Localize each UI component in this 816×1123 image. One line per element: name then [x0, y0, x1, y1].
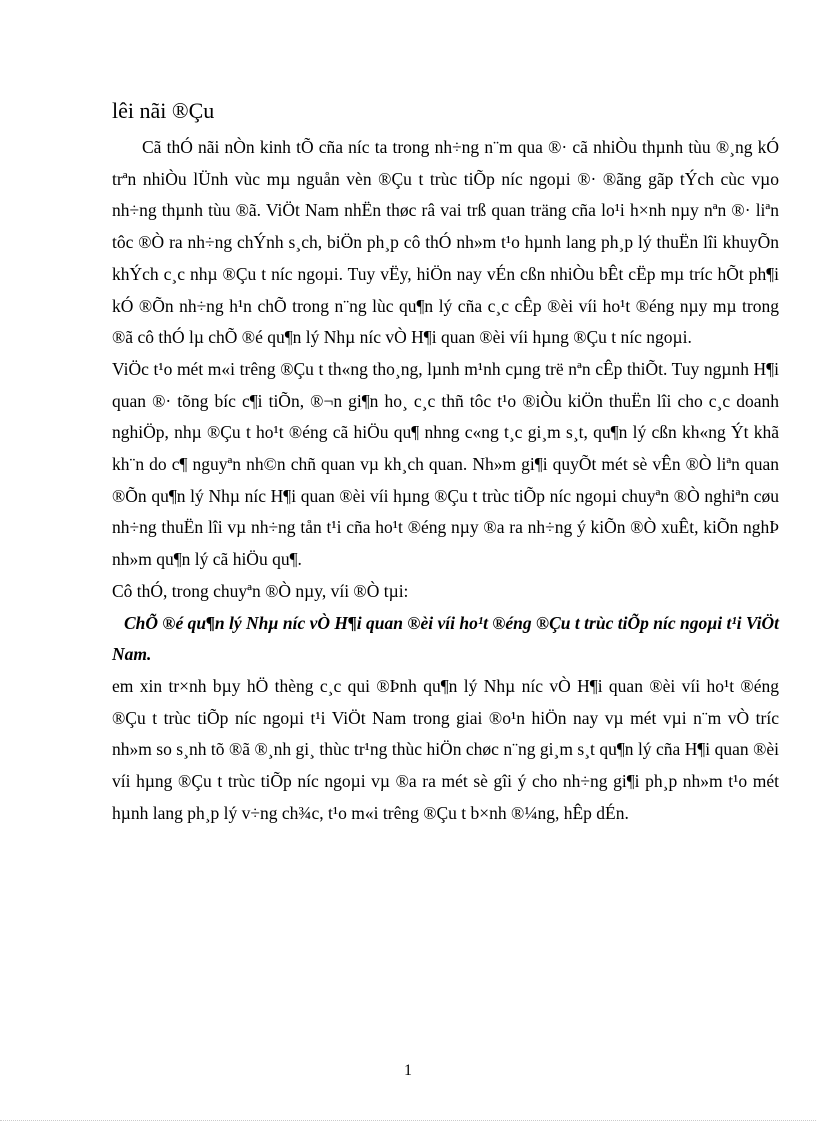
closing-paragraph: em xin tr×nh bµy hÖ thèng c¸c qui ®Þnh qu¶n lý Nhµ níc vÒ H¶i quan ®èi víi ho¹t ®éng ®Çu t trùc tiÕp níc ngoµi t¹i ViÖt Nam trong giai ®o¹n hiÖn nay vµ mét vµi n¨m vÒ tríc nh»m so s¸nh tõ ®ã ®¸nh gi¸ thùc tr¹ng thùc hiÖn chøc n¨ng gi¸m s¸t qu¶n lý cña H¶i quan ®èi víi hµng ®Çu t trùc tiÕp níc ngoµi vµ ®a ra mét sè gîi ý cho nh÷ng gi¶i ph¸p nh»m t¹o mét hµnh lang ph¸p lý v÷ng ch¾c, t¹o m«i trêng ®Çu t b×nh ®¼ng, hÊp dÉn.: [112, 675, 779, 823]
topic-title: ChÕ ®é qu¶n lý Nhµ níc vÒ H¶i quan ®èi víi ho¹t ®éng ®Çu t trùc tiÕp níc ngoµi t¹i ViÖt Nam.: [112, 612, 779, 665]
topic-lead-in: Cô thÓ, trong chuyªn ®Ò nµy, víi ®Ò tµi:: [112, 580, 409, 601]
intro-paragraph: Cã thÓ nãi nÒn kinh tÕ cña níc ta trong nh÷ng n¨m qua ®· cã nhiÒu thµnh tùu ®¸ng kÓ trªn nhiÒu lÜnh vùc mµ nguån vèn ®Çu t trùc tiÕp níc ngoµi ®· ®ãng gãp tÝch cùc vµo nh÷ng thµnh tùu ®ã. ViÖt Nam nhËn thøc râ vai trß quan träng cña lo¹i h×nh nµy nªn ®· liªn tôc ®Ò ra nh÷ng chÝnh s¸ch, biÖn ph¸p cô thÓ nh»m t¹o hµnh lang ph¸p lý thuËn lîi khuyÕn khÝch c¸c nhµ ®Çu t níc ngoµi. Tuy vËy, hiÖn nay vÉn cßn nhiÒu bÊt cËp mµ tríc hÕt ph¶i kÓ ®Õn nh÷ng h¹n chÕ trong n¨ng lùc qu¶n lý cña c¸c cÊp ®èi víi ho¹t ®éng nµy mµ trong ®ã cô thÓ lµ chÕ ®é qu¶n lý Nhµ níc vÒ H¶i quan ®èi víi hµng ®Çu t níc ngoµi.: [112, 137, 779, 348]
page-heading: lêi nãi ®Çu: [112, 98, 215, 123]
document-body: [112, 94, 779, 829]
page-bottom-divider: [0, 1120, 816, 1121]
page-number: 1: [404, 1062, 412, 1079]
body-paragraph: ViÖc t¹o mét m«i trêng ®Çu t th«ng tho¸ng, lµnh m¹nh cµng trë nªn cÊp thiÕt. Tuy ngµnh H¶i quan ®· tõng bíc c¶i tiÕn, ®¬n gi¶n ho¸ c¸c thñ tôc t¹o ®iÒu kiÖn thuËn lîi cho c¸c doanh nghiÖp, nhµ ®Çu t ho¹t ®éng cã hiÖu qu¶ nhng c«ng t¸c gi¸m s¸t, qu¶n lý cßn kh«ng Ýt khã kh¨n do c¶ nguyªn nh©n chñ quan vµ kh¸ch quan. Nh»m gi¶i quyÕt mét sè vÊn ®Ò liªn quan ®Õn qu¶n lý Nhµ níc H¶i quan ®èi víi hµng ®Çu t trùc tiÕp níc ngoµi chuyªn ®Ò nghiªn cøu nh÷ng thuËn lîi vµ nh÷ng tån t¹i cña ho¹t ®éng nµy ®a ra nh÷ng ý kiÕn ®Ò xuÊt, kiÕn nghÞ nh»m qu¶n lý cã hiÖu qu¶.: [112, 358, 779, 570]
